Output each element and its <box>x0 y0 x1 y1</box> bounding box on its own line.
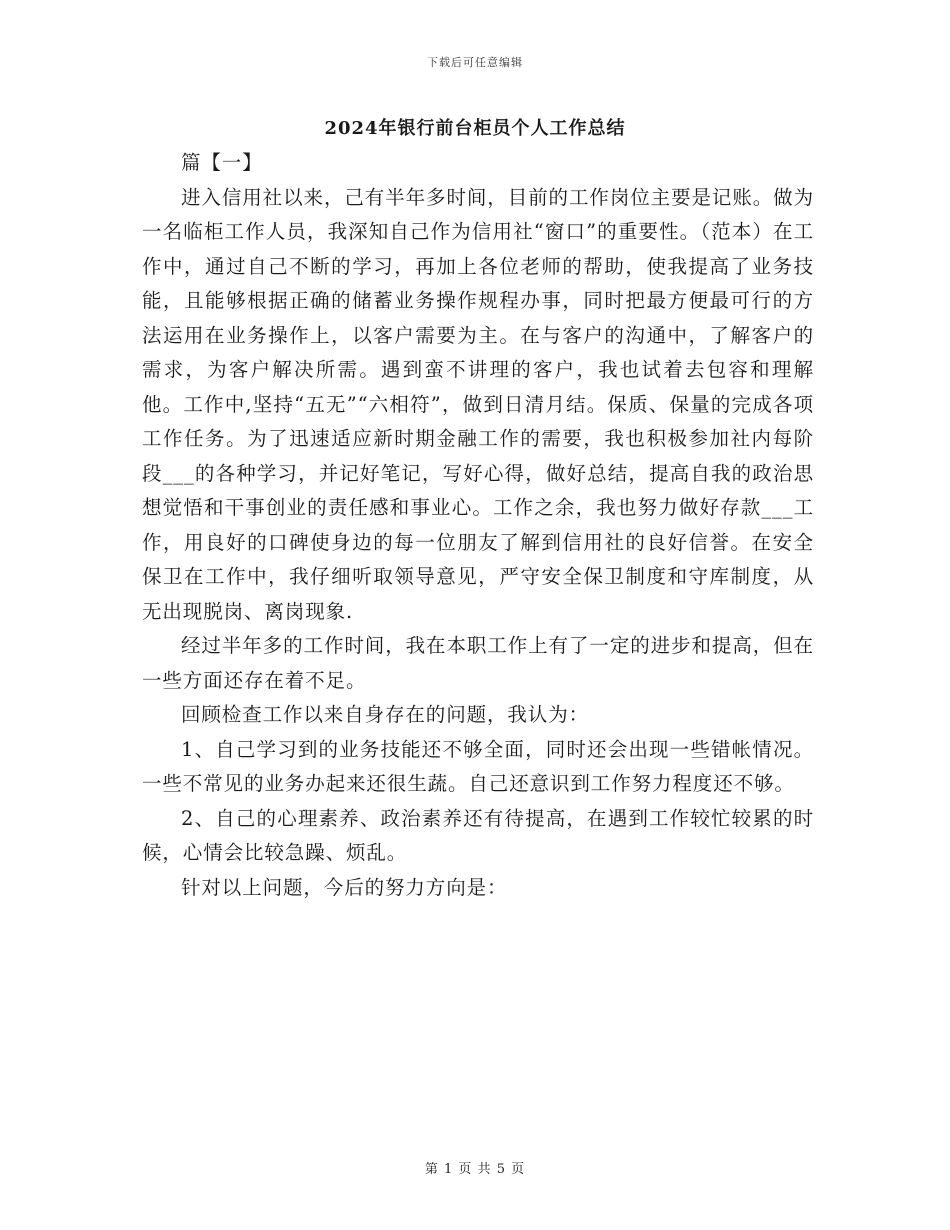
document-body <box>142 146 814 905</box>
header-note: 下载后可任意编辑 <box>427 56 523 69</box>
document-title: 2024年银行前台柜员个人工作总结 <box>324 118 626 139</box>
section-label: 篇【一】 <box>181 151 263 174</box>
paragraph: 针对以上问题，今后的努力方向是： <box>181 875 508 899</box>
paragraph: 进入信用社以来，己有半年多时间，目前的工作岗位主要是记账。做为一名临柜工作人员，我深知自己作为信用社“窗口”的重要性。（范本）在工作中，通过自己不断的学习，再加上各位老师的帮助，使我提高了业务技能，且能够根据正确的储蓄业务操作规程办事，同时把最方便最可行的方法运用在业务操作上，以客户需要为主。在与客户的沟通中，了解客户的需求，为客户解决所需。遇到蛮不讲理的客户，我也试着去包容和理解他。工作中,坚持“五无”“六相符”，做到日清月结。保质、保量的完成各项工作任务。为了迅速适应新时期金融工作的需要，我也积极参加社内每阶段___的各种学习，并记好笔记，写好心得，做好总结，提高自我的政治思想觉悟和干事创业的责任感和事业心。工作之余，我也努力做好存款___工作，用良好的口碑使身边的每一位朋友了解到信用社的良好信誉。在安全保卫在工作中，我仔细听取领导意见，严守安全保卫制度和守库制度，从无出现脱岗、离岗现象. <box>142 185 814 623</box>
paragraph: 2、自己的心理素养、政治素养还有待提高，在遇到工作较忙较累的时候，心情会比较急躁、烦乱。 <box>142 806 814 864</box>
page-indicator: 第 1 页 共 5 页 <box>424 1162 526 1177</box>
paragraph: 1、自己学习到的业务技能还不够全面，同时还会出现一些错帐情况。一些不常见的业务办起来还很生蔬。自己还意识到工作努力程度还不够。 <box>142 737 814 795</box>
paragraph: 经过半年多的工作时间，我在本职工作上有了一定的进步和提高，但在一些方面还存在着不足。 <box>142 634 814 692</box>
paragraph: 回顾检查工作以来自身存在的问题，我认为： <box>181 703 590 726</box>
